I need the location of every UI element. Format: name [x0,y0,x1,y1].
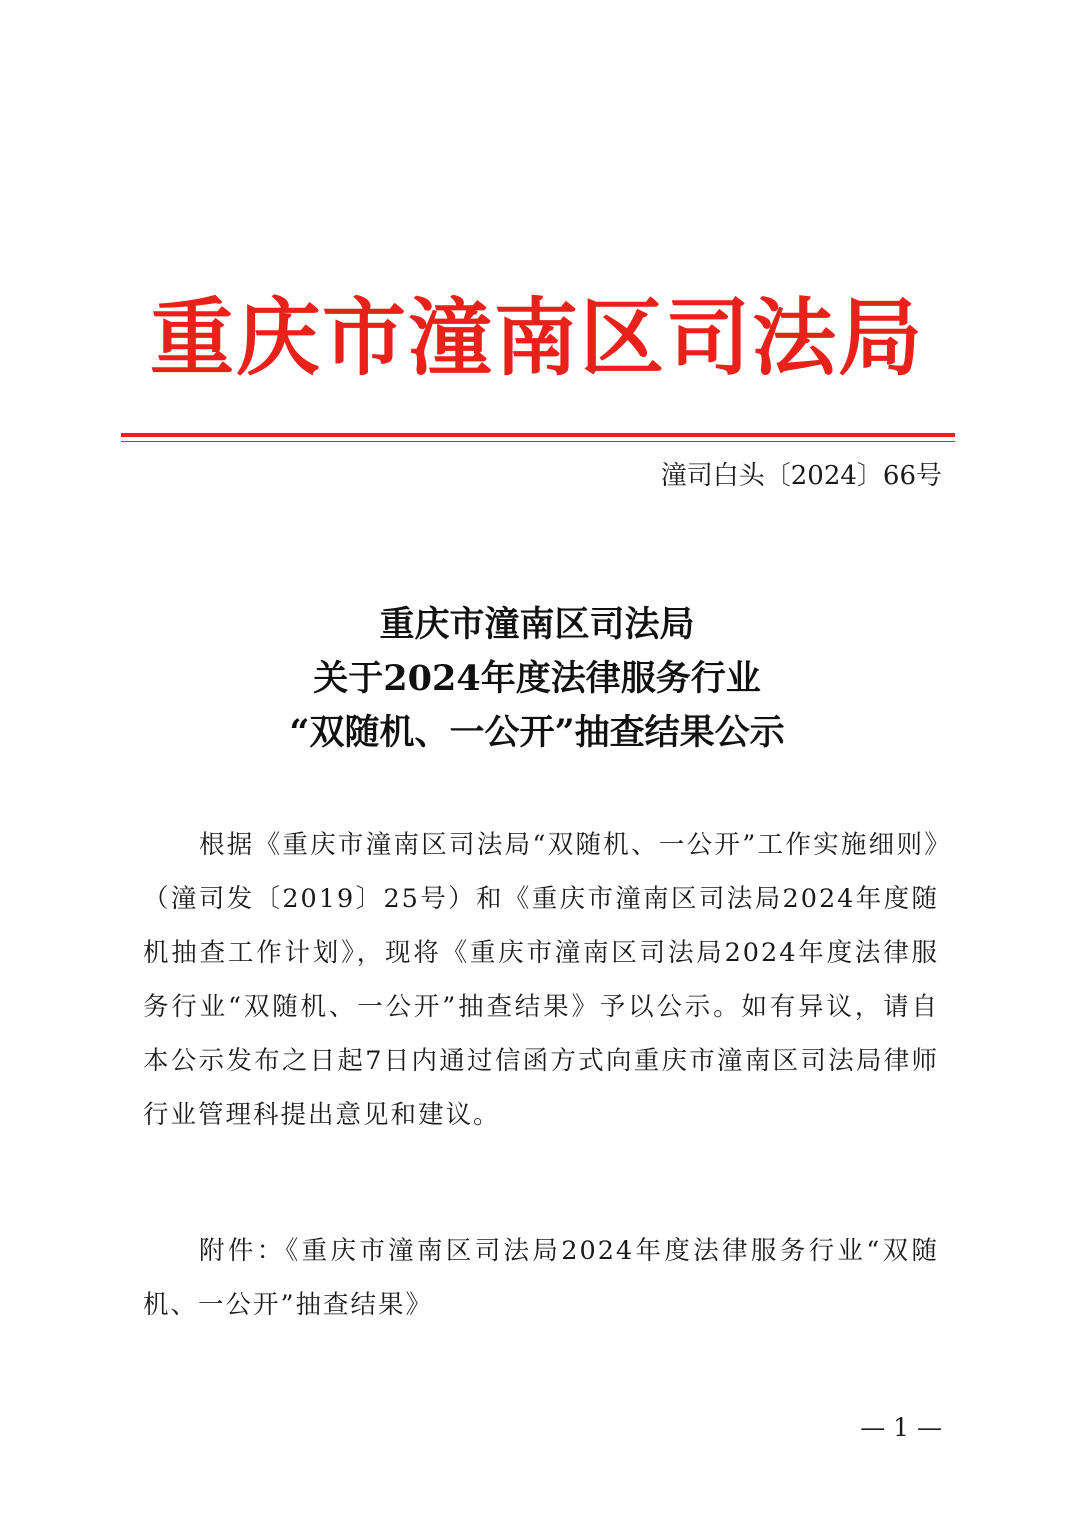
agency-header: 重庆市潼南区司法局 [149,289,924,387]
attachment-note: 附件：《重庆市潼南区司法局2024年度法律服务行业“双随机、一公开”抽查结果》 [143,1236,939,1320]
document-number: 潼司白头〔2024〕66号 [660,461,942,491]
title-line-1: 重庆市潼南区司法局 [379,604,695,645]
red-separator-thin [121,441,955,442]
red-separator-thick [121,433,955,437]
page-number: — 1 — [860,1413,942,1442]
document-title [0,598,1074,760]
body-paragraph: 根据《重庆市潼南区司法局“双随机、一公开”工作实施细则》（潼司发〔2019〕25号）和《重庆市潼南区司法局2024年度随机抽查工作计划》，现将《重庆市潼南区司法局2024年度法律服务行业“双随机、一公开”抽查结果》予以公示。如有异议，请自本公示发布之日起7日内通过信函方式向重庆市潼南区司法局律师行业管理科提出意见和建议。 [143,830,939,1130]
title-line-2: 关于2024年度法律服务行业 [313,658,761,699]
title-line-3: “双随机、一公开”抽查结果公示 [289,712,785,753]
